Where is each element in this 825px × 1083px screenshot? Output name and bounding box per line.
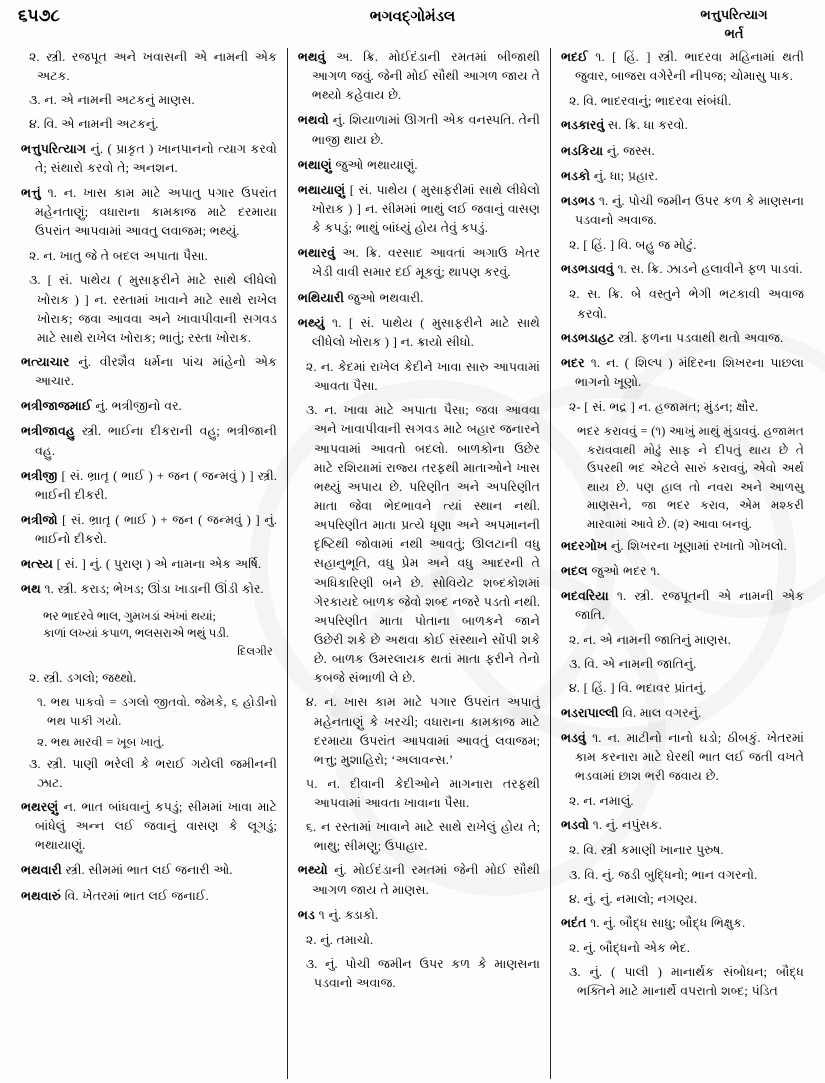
entry-headword: ભડવો bbox=[560, 818, 589, 833]
dictionary-entry bbox=[561, 914, 804, 933]
entry-definition: ૧. નું. પોચી જમીન ઉપર કળ કે માણસના પડવાનો અવાજ. bbox=[574, 193, 804, 227]
entry-sense: ૪. ન. ખાસ કામ માટે પગાર ઉપરાંત અપાતું મહેનતાણું કે ખરચી; વધારાના કામકાજ માટે દરમાયા ઉપરાંત આપવામાં આવતું લવાજમ; ભત્તુ; મુશાહિરો; ‘અલાવન્સ.’ bbox=[305, 695, 540, 767]
entry-definition: [ સં. ભ્રાતૃ ( ભાઈ ) + જન ( જન્મવું ) ] નું. ભાઈનો દીકરો. bbox=[35, 512, 277, 547]
dictionary-entry bbox=[298, 244, 540, 282]
dictionary-entry bbox=[561, 48, 804, 86]
dictionary-entry bbox=[561, 562, 804, 581]
entry-sense: ૨. સ્ત્રી. રજપૂત અને ખવાસની એ નામની એક અટક. bbox=[29, 50, 277, 84]
entry-usage-note: ભદર કરાવવું = (૧) આખું માથું મુંડાવવું. હજામત કરાવવાથી મોઢું સાફ ને દીપતું થાય છે તે ઉપરથી ભદ એટલે સારું કરાવવું, એવો અર્થ થાય છે. પણ હાલ તો નવરા અને આળસુ માણસને, જા ભદર કરાવ, એમ મશ્કરી મારવામાં આવે છે. (૨) આવા બનવું. bbox=[576, 424, 804, 531]
entry-definition: નું. શિખરના ખૂણામાં રખાતો ગોખલો. bbox=[607, 538, 787, 553]
entry-definition: ૧. [ હિં. ] સ્ત્રી. ભાદરવા મહિનામાં થતી જુવાર, બાજરા વગેરેની નીપજ; ચોમાસુ પાક. bbox=[574, 50, 804, 84]
dictionary-entry bbox=[561, 116, 804, 135]
entry-definition: નું. ધા; પ્રહાર. bbox=[590, 168, 658, 183]
entry-headword: ભત્યાચાર bbox=[21, 354, 70, 369]
entry-headword: ભથાણું bbox=[297, 157, 332, 172]
dictionary-entry bbox=[298, 314, 540, 352]
entry-headword: ભડરાપાલ્લી bbox=[560, 705, 619, 720]
entry-headword: ભડ bbox=[297, 907, 315, 922]
folio-number: ૬૫૭૮ bbox=[18, 6, 60, 25]
entry-sense: ૨. સ. ક્રિ. બે વસ્તુને ભેગી ભટકાવી અવાજ કરવો. bbox=[568, 287, 804, 321]
text-column-2 bbox=[289, 48, 549, 1079]
entry-headword: ભથવું bbox=[297, 50, 326, 64]
entry-definition: ૧. નું. નપુંસક. bbox=[588, 818, 662, 833]
entry-headword: ભત્સ્ય bbox=[21, 557, 53, 572]
verse-attribution: દિલગીર bbox=[237, 644, 273, 658]
dictionary-entry bbox=[21, 580, 277, 599]
entry-definition: ૧. ન. ( શિલ્પ ) મંદિરના શિખરના પાછલા ભાગનો ખૂણો. bbox=[574, 355, 804, 389]
entry-sense: ૩. નું. પોચી જમીન ઉપર કળ કે માણસના પડવાનો અવાજ. bbox=[305, 957, 540, 991]
corner-headword-last: ભર્ત bbox=[724, 25, 744, 41]
entry-sense: ૨. નું. તમાચો. bbox=[305, 932, 374, 947]
dictionary-entry bbox=[561, 329, 804, 348]
entry-definition: નું. જસ્સ. bbox=[603, 143, 655, 158]
entry-headword: ભદરગોખ bbox=[560, 538, 608, 553]
dictionary-entry bbox=[561, 816, 804, 835]
entry-headword: ભથારવું bbox=[297, 246, 336, 261]
entry-definition: ૧. ન. ખાસ કામ માટે અપાતુ પગાર ઉપરાંત મહેનતાણું; વધારાના કામકાજ માટે દરમાયા ઉપરાંત આપવામાં આવતુ લવાજમ; ભથ્યું. bbox=[35, 185, 277, 239]
column-divider-1 bbox=[287, 48, 288, 1079]
dictionary-entry bbox=[21, 353, 277, 391]
entry-sense: ૨. સ્ત્રી. ડગલો; જથ્થો. bbox=[29, 670, 137, 685]
entry-headword: ભત્તુપરિત્યાગ bbox=[21, 141, 87, 156]
entry-definition: સ્ત્રી. સીમમાં ભાત લઈ જનારી ઓ. bbox=[61, 863, 233, 878]
entry-definition: નું. મોઈદંડાની રમતમાં જેની મોઈ સૌથી આગળ જાય તે માણસ. bbox=[311, 863, 540, 897]
entry-headword: ભથવો bbox=[297, 113, 329, 128]
running-head bbox=[0, 0, 825, 54]
entry-headword: ભત્તું bbox=[21, 185, 41, 200]
dictionary-entry bbox=[561, 142, 804, 161]
dictionary-entry bbox=[298, 289, 540, 308]
entry-definition: ૧. ન. માટીનો નાનો ઘડો; ઠીબકું. ખેતરમાં કામ કરનારા માટે ઘેરથી ભાત લઈ જતી વખતે ભડવામાં છાશ ભરી જવાય છે. bbox=[574, 730, 804, 783]
entry-sense: ૪. નું. નું. નમાલો; નગણ્ય. bbox=[568, 891, 698, 906]
entry-subsense: ૨. ભથ મારવી = ખૂબ ખાતું. bbox=[37, 735, 165, 750]
dictionary-entry bbox=[561, 729, 804, 786]
entry-definition: નું. ભત્રીજીનો વર. bbox=[91, 399, 182, 414]
entry-definition: ૧. સ્ત્રી. કરાડ; ભેખડ; ઊંડા ખાડાની ઊંડી કોર. bbox=[40, 582, 264, 597]
text-column-3 bbox=[552, 48, 813, 1079]
entry-headword: ભડભડાવવું bbox=[560, 262, 614, 277]
entry-sense: ૬. ન રસ્તામાં ખાવાને માટે સાથે રાખેલું હોય તે; ભાથુ; સીમણુ; ઉપાહાર. bbox=[305, 820, 540, 854]
entry-headword: ભદર bbox=[560, 355, 585, 370]
entry-sense: ૨. નું. બૌદ્ધનો એક ભેદ. bbox=[568, 940, 690, 955]
verse-quotation bbox=[21, 608, 277, 643]
dictionary-entry bbox=[298, 906, 540, 925]
entry-definition: જુઓ ભથવારી. bbox=[344, 290, 424, 305]
entry-sense: ૨. ન. એ નામની જાતિનું માણસ. bbox=[568, 633, 731, 648]
entry-headword: ભડકિયા bbox=[560, 143, 604, 158]
entry-headword: ભથવારી bbox=[21, 863, 62, 878]
entry-definition: સ્ત્રી. ભાઈના દીકરાની વહુ; ભત્રીજાની વહુ. bbox=[35, 424, 277, 458]
entry-sense: ૩. વિ. એ નામની જાતિનું. bbox=[568, 657, 697, 672]
entry-sense: ૨. ન. કેદમાં રાખેલ કેદીને ખાવા સારુ આપવામાં આવતા પૈસા. bbox=[305, 359, 540, 394]
dictionary-entry bbox=[21, 798, 277, 855]
entry-definition: વિ. માલ વગરનું. bbox=[618, 705, 702, 720]
entry-sense: ૨- [ સં. ભદ્ર ] ન. હજામત; મુંડન; ક્ષૌર. bbox=[568, 400, 759, 415]
entry-definition: ૧. સ્ત્રી. રજપૂતની એ નામની એક જાતિ. bbox=[574, 588, 804, 622]
book-title: ભગવદ્ગોમંડલ bbox=[369, 9, 456, 25]
dictionary-entry bbox=[21, 555, 277, 574]
entry-definition: નું. વીરશૈવ ધર્મના પાંચ માંહેનો એક આચાર. bbox=[35, 354, 277, 389]
dictionary-entry bbox=[298, 861, 540, 899]
entry-sense: ૩. ન. ખાવા માટે અપાતા પૈસા; જવા આવવા અને ખાવાપીવાની સગવડ માટે બહાર જનારને આપવામાં આવતો બદલો. બાળકોના ઉછેર માટે રશિયામાં રાજ્ય તરફથી માતાઓને ખાસ ભથ્યું અપાય છે. પરિણીત અને અપરિણીત માતા જેવા ભેદભાવને ત્યાં સ્થાન નથી. અપરિણીત માતા પ્રત્યે ધૃણા અને અપમાનની દૃષ્ટિથી જોવામાં નથી આવતું; ઊલટાની વધુ સહાનુભૂતિ, વધુ પ્રેમ અને વધુ આદરની તે અધિકારિણી બને છે. સોવિયેટ શબ્દકોશમાં ગેરકાયદે બાળક જેવો શબ્દ નજરે પડતો નથી. અપરિણીત માતા પોતાના બાળકને જાને ઉછેરી શકે છે અથવા કોઈ સંસ્થાને સોંપી શકે છે. બાળક ઉમરલાયક થતાં માતા ફરીને તેનો કબજે સંભાળી લે છે. bbox=[305, 403, 540, 686]
entry-sense: ૪. વિ. એ નામની અટકનું. bbox=[29, 117, 159, 132]
entry-headword: ભદવરિયા bbox=[560, 588, 609, 603]
entry-headword: ભદલ bbox=[560, 563, 588, 578]
column-container bbox=[12, 48, 813, 1079]
entry-headword: ભથ્યો bbox=[297, 863, 328, 878]
entry-headword: ભડભડ bbox=[560, 193, 595, 208]
entry-subsense: ૧. ભથ પાકવો = ડગલો જીતવો. જેમકે, ૬ હોડીનો ભથ પાકી ગયો. bbox=[37, 695, 277, 728]
dictionary-entry bbox=[21, 184, 277, 241]
dictionary-entry bbox=[561, 192, 804, 230]
dictionary-entry bbox=[298, 111, 540, 149]
entry-headword: ભત્રીજો bbox=[21, 512, 58, 527]
dictionary-entry bbox=[21, 511, 277, 549]
dictionary-entry bbox=[21, 397, 277, 416]
dictionary-entry bbox=[298, 48, 540, 105]
entry-headword: ભડકો bbox=[560, 168, 590, 183]
entry-definition: ૧ નું. ક્ડાકો. bbox=[314, 907, 378, 922]
entry-definition: અ. ક્રિ. વરસાદ આવતાં અગાઉ ખેતર ખેડી વાવી સમાર દઈ મૂકવું; થાપણ કરવું. bbox=[311, 246, 540, 280]
entry-sense: ૨. [ હિં. ] વિ. બહુ જ મોટું. bbox=[568, 238, 697, 253]
entry-sense: ૨. વિ. ભાદરવાનું; ભાદરવા સંબંધી. bbox=[568, 94, 732, 109]
entry-headword: ભદંત bbox=[560, 915, 587, 930]
verse-line: કાળાં લખ્યાં કપાળ, ભલસરાએ ભથું પડી. bbox=[43, 626, 230, 641]
text-column-1 bbox=[12, 48, 286, 1079]
corner-headwords bbox=[659, 6, 809, 44]
entry-definition: વિ. ખેતરમાં ભાત લઈ જનાઈ. bbox=[60, 888, 209, 903]
entry-headword: ભથ્યું bbox=[297, 315, 325, 330]
dictionary-entry bbox=[561, 354, 804, 392]
entry-headword: ભત્રીજી bbox=[21, 468, 58, 483]
entry-definition: અ. ક્રિ. મોઈદંડાની રમતમાં બીજાથી આગળ જવું. જેની મોઈ સૌથી આગળ જાય તે ભથ્યો કહેવાય છે. bbox=[311, 50, 540, 103]
dictionary-entry bbox=[298, 156, 540, 175]
entry-headword: ભત્રીજાજમાઈ bbox=[21, 399, 92, 414]
dictionary-entry bbox=[21, 422, 277, 460]
entry-definition: ન. ભાત બાંધવાનું કપડું; સીમમાં ખાવા માટે બાંધેલું અન્ન લઈ જવાનું વાસણ કે લૂગડું; ભથાયાણું. bbox=[35, 799, 277, 853]
column-divider-2 bbox=[550, 48, 551, 1079]
entry-definition: સ્ત્રી. ફળના પડવાથી થતો અવાજ. bbox=[614, 330, 784, 345]
entry-sense: ૩. [ સં. પાથેય ( મુસાફરીને માટે સાથે લીધેલો ખોરાક ) ] ન. રસ્તામાં ખાવાને માટે સાથે રાખેલ ખોરાક; જવા આવવા અને ખાવાપીવાની સગવડ માટે સાથે રાખેલ ખોરાક; ભાતું; રસ્તા ખોરાક. bbox=[29, 273, 277, 345]
entry-sense: ૩. વિ. નું. જડી બુદ્ધિનો; ભાન વગરનો. bbox=[568, 867, 758, 882]
entry-sense: ૨. ન. નમાલું. bbox=[568, 794, 634, 809]
entry-sense: ૫. ન. દીવાની કેદીઓને માગનારા તરફથી આપવામાં આવતા ખાવાના પૈસા. bbox=[305, 776, 540, 811]
dictionary-entry bbox=[21, 887, 277, 906]
entry-definition: સ. ક્રિ. ધા કરવો. bbox=[604, 118, 688, 133]
entry-sense: ૩. ન. એ નામની અટકનું માણસ. bbox=[29, 93, 195, 108]
dictionary-entry bbox=[298, 181, 540, 238]
entry-definition: નું. ( પ્રાકૃત ) ખાનપાનનો ત્યાગ કરવો તે; સંથારો કરવો તે; અનશન. bbox=[35, 141, 277, 175]
entry-definition: [ સં. પાથેય ( મુસાફરીમાં સાથે લીધેલો ખોરાક ) ] ન. સીમમાં ભાથું લઈ જવાનું વાસણ કે કપડું; ભાથું બાંધ્યું હોય તેવું કપડું. bbox=[311, 182, 540, 236]
dictionary-entry bbox=[21, 861, 277, 880]
entry-headword: ભથાયાણું bbox=[297, 182, 346, 197]
corner-headword-first: ભત્તુપરિત્યાગ bbox=[700, 7, 768, 22]
entry-headword: ભડકારવું bbox=[560, 118, 605, 133]
verse-line: ભર ભાદરવે ભાલ, ગુમખડાં અંખાં થયાં; bbox=[43, 608, 216, 623]
dictionary-entry bbox=[561, 704, 804, 723]
entry-definition: ૧. નું. બૌદ્ધ સાધુ; બૌદ્ધ ભિક્ષુક. bbox=[586, 915, 746, 930]
entry-sense: ૨. વિ. સ્ત્રી કમાણી ખાનાર પુરુષ. bbox=[568, 843, 724, 858]
entry-definition: જુઓ ભદર ૧. bbox=[587, 563, 660, 578]
entry-headword: ભડભડાહટ bbox=[560, 330, 615, 345]
entry-headword: ભદઈ bbox=[560, 50, 588, 64]
entry-headword: ભથરણું bbox=[21, 799, 59, 814]
entry-sense: ૪. [ હિં. ] વિ. ભદાવર પ્રાંતનું. bbox=[568, 681, 707, 696]
dictionary-entry bbox=[21, 140, 277, 178]
entry-headword: ભડવું bbox=[560, 730, 586, 745]
entry-headword: ભથ bbox=[21, 582, 41, 597]
dictionary-entry bbox=[561, 260, 804, 279]
entry-definition: [ સં. ભ્રાતૃ ( ભાઈ ) + જન ( જન્મવું ) ] સ્ત્રી. ભાઈની દીકરી. bbox=[35, 468, 277, 502]
entry-definition: [ સં. ] નું. ( પુરાણ ) એ નામના એક અર્ષિ. bbox=[52, 557, 262, 572]
dictionary-entry bbox=[21, 467, 277, 505]
dictionary-entry bbox=[561, 537, 804, 556]
entry-headword: ભત્રીજાવહુ bbox=[21, 424, 75, 439]
entry-headword: ભથવારું bbox=[21, 888, 61, 903]
entry-sense: ૩. સ્ત્રી. પાણી ભરેલી કે ભરાઈ ગયેલી જમીનની ઝાટ. bbox=[29, 756, 277, 790]
dictionary-entry bbox=[561, 167, 804, 186]
entry-definition: જુઓ ભથાયાણું. bbox=[331, 157, 418, 172]
entry-sense: ૩. નું. ( પાલી ) માનાર્થક સંબોધન; બૌદ્ધ ભક્તિને માટે માનાર્થે વપરાતો શબ્દ; પંડિત bbox=[568, 965, 804, 999]
entry-headword: ભથિયારી bbox=[297, 290, 345, 305]
entry-sense: ૨. ન. ખાતુ જે તે બદલ અપાતા પૈસા. bbox=[29, 249, 208, 264]
entry-definition: નું. શિયાળામાં ઊગતી એક વનસ્પતિ. તેની ભાજી થાય છે. bbox=[311, 113, 540, 147]
entry-definition: ૧. [ સં. પાથેય ( મુસાફરીને માટે સાથે લીધેલો ખોરાક ) ] ન. ક્રાયો સીધો. bbox=[311, 315, 540, 349]
entry-definition: ૧. સ. ક્રિ. ઝાડને હલાવીને ફળ પાડવાં. bbox=[613, 262, 803, 277]
dictionary-entry bbox=[561, 587, 804, 625]
